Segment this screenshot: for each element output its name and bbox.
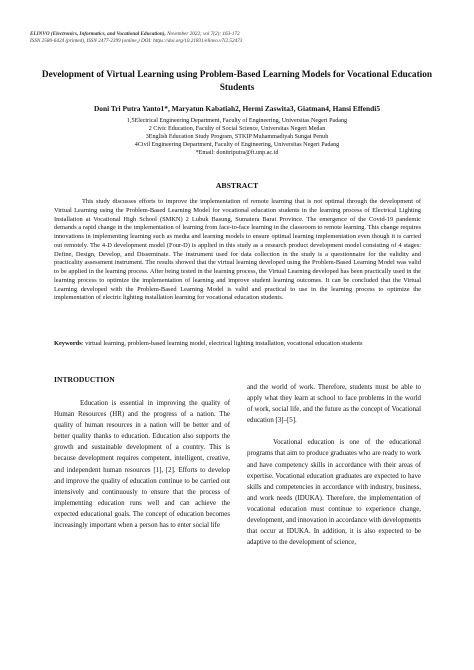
keywords-label: Keywords	[54, 340, 82, 347]
corresponding-email: *Email: donitriputra@ft.unp.ac.id	[195, 149, 279, 156]
right-column	[247, 382, 421, 548]
introduction-heading: INTRODUCTION	[54, 375, 115, 384]
affiliations	[40, 118, 434, 158]
paper-title: Development of Virtual Learning using Problem-Based Learning Models for Vocational Education Students	[41, 70, 433, 93]
intro-paragraph-1-continued: and the world of work. Therefore, students must be able to apply what they learn at school to face problems in the world of work, social life, and the future as the concept of Vocational education [3]–[5].	[247, 384, 421, 425]
abstract-text: This study discusses efforts to improve the implementation of remote learning that is not optimal through the development of Virtual Learning using the Problem-Based Learning Model for vocational education students in the learning process of Electrical Lighting Installation at Vocational High School (SMKN) 2 Lubuk Basung, Sumatera Barat Province. The emergence of the Covid-19 pandemic demands a rapid change in the implementation of learning from face-to-face learning in the classroom to remote learning. This change requires innovations in implementing learning such as media and learning models to ensure optimal learning implementation even though it is carried out remotely. The 4-D development model (Four-D) is applied in this study as a research product development model consisting of 4 stages: Define, Design, Develop, and Disseminate. The instrument used for data collection in the study is a questionnaire for the validity and practicality assessment instrument. The results showed that the virtual learning developed using the Problem-Based Learning Model was valid to be applied in the learning process. After being tested in the learning process, the Virtual Learning developed has been practically used in the learning process to optimize the implementation of learning and improve student learning outcomes. It can be concluded that the Virtual Learning developed with the Problem-Based Learning Model is valid and practical to use in the learning process to optimize the implementation of electric lighting installation learning for vocational education students.	[54, 198, 421, 302]
left-column	[54, 398, 230, 531]
journal-header	[30, 31, 242, 45]
affiliation-2: 2 Civic Education, Faculty of Social Science, Universitas Negeri Medan	[148, 125, 326, 132]
abstract-heading: ABSTRACT	[215, 181, 259, 190]
keywords	[54, 340, 421, 349]
journal-issue: November 2022; vol 7(2): 163-172	[165, 31, 240, 37]
keywords-text: : virtual learning, problem-based learning model, electrical lighting installation, vocational education students	[81, 340, 363, 347]
affiliation-3: 3English Education Study Program, STKIP Muhammadiyah Sungai Penuh	[145, 133, 329, 140]
author-list: Doni Tri Putra Yanto1*, Maryatun Kabatiah2, Hermi Zaswita3, Giatman4, Hansi Effendi5	[93, 104, 381, 113]
intro-paragraph-2: Vocational education is one of the educational programs that aim to produce graduates who are ready to work and have competency skills in accordance with their areas of expertise. Vocational education graduates are expected to have skills and competencies in accordance with industry, business, and work needs (IDUKA). Therefore, the implementation of vocational education must continue to experience change, development, and innovation in accordance with developments that occur at IDUKA. In addition, it is also expected to be adaptive to the development of science,	[247, 439, 421, 547]
journal-issn: ISSN 2580-6424 (printed), ISSN 2477-2399 (online,) DOI: https://doi.org/10.21831/elinvo.v7i2.52473	[30, 38, 243, 44]
affiliation-4: 4Civil Engineering Department, Faculty of Engineering, Universitas Negeri Padang	[134, 141, 340, 148]
intro-paragraph-1: Education is essential in improving the quality of Human Resources (HR) and the progress of a nation. The quality of human resources in a nation will be better and of better quality thanks to education. Education also supports the growth and sustainable development of a country. This is because development requires competent, intelligent, creative, and independent human resources [1], [2]. Efforts to develop and improve the quality of education continue to be carried out intensively and continuously to ensure that the process of implementing education runs well and can achieve the expected educational goals. The concept of education becomes increasingly important when a person has to enter social life	[54, 400, 230, 530]
affiliation-1: 1,5Electrical Engineering Department, Faculty of Engineering, Universitas Negeri Padang	[126, 118, 348, 124]
journal-name: ELINVO (Electronics, Informatics, and Vocational Education),	[30, 31, 166, 37]
